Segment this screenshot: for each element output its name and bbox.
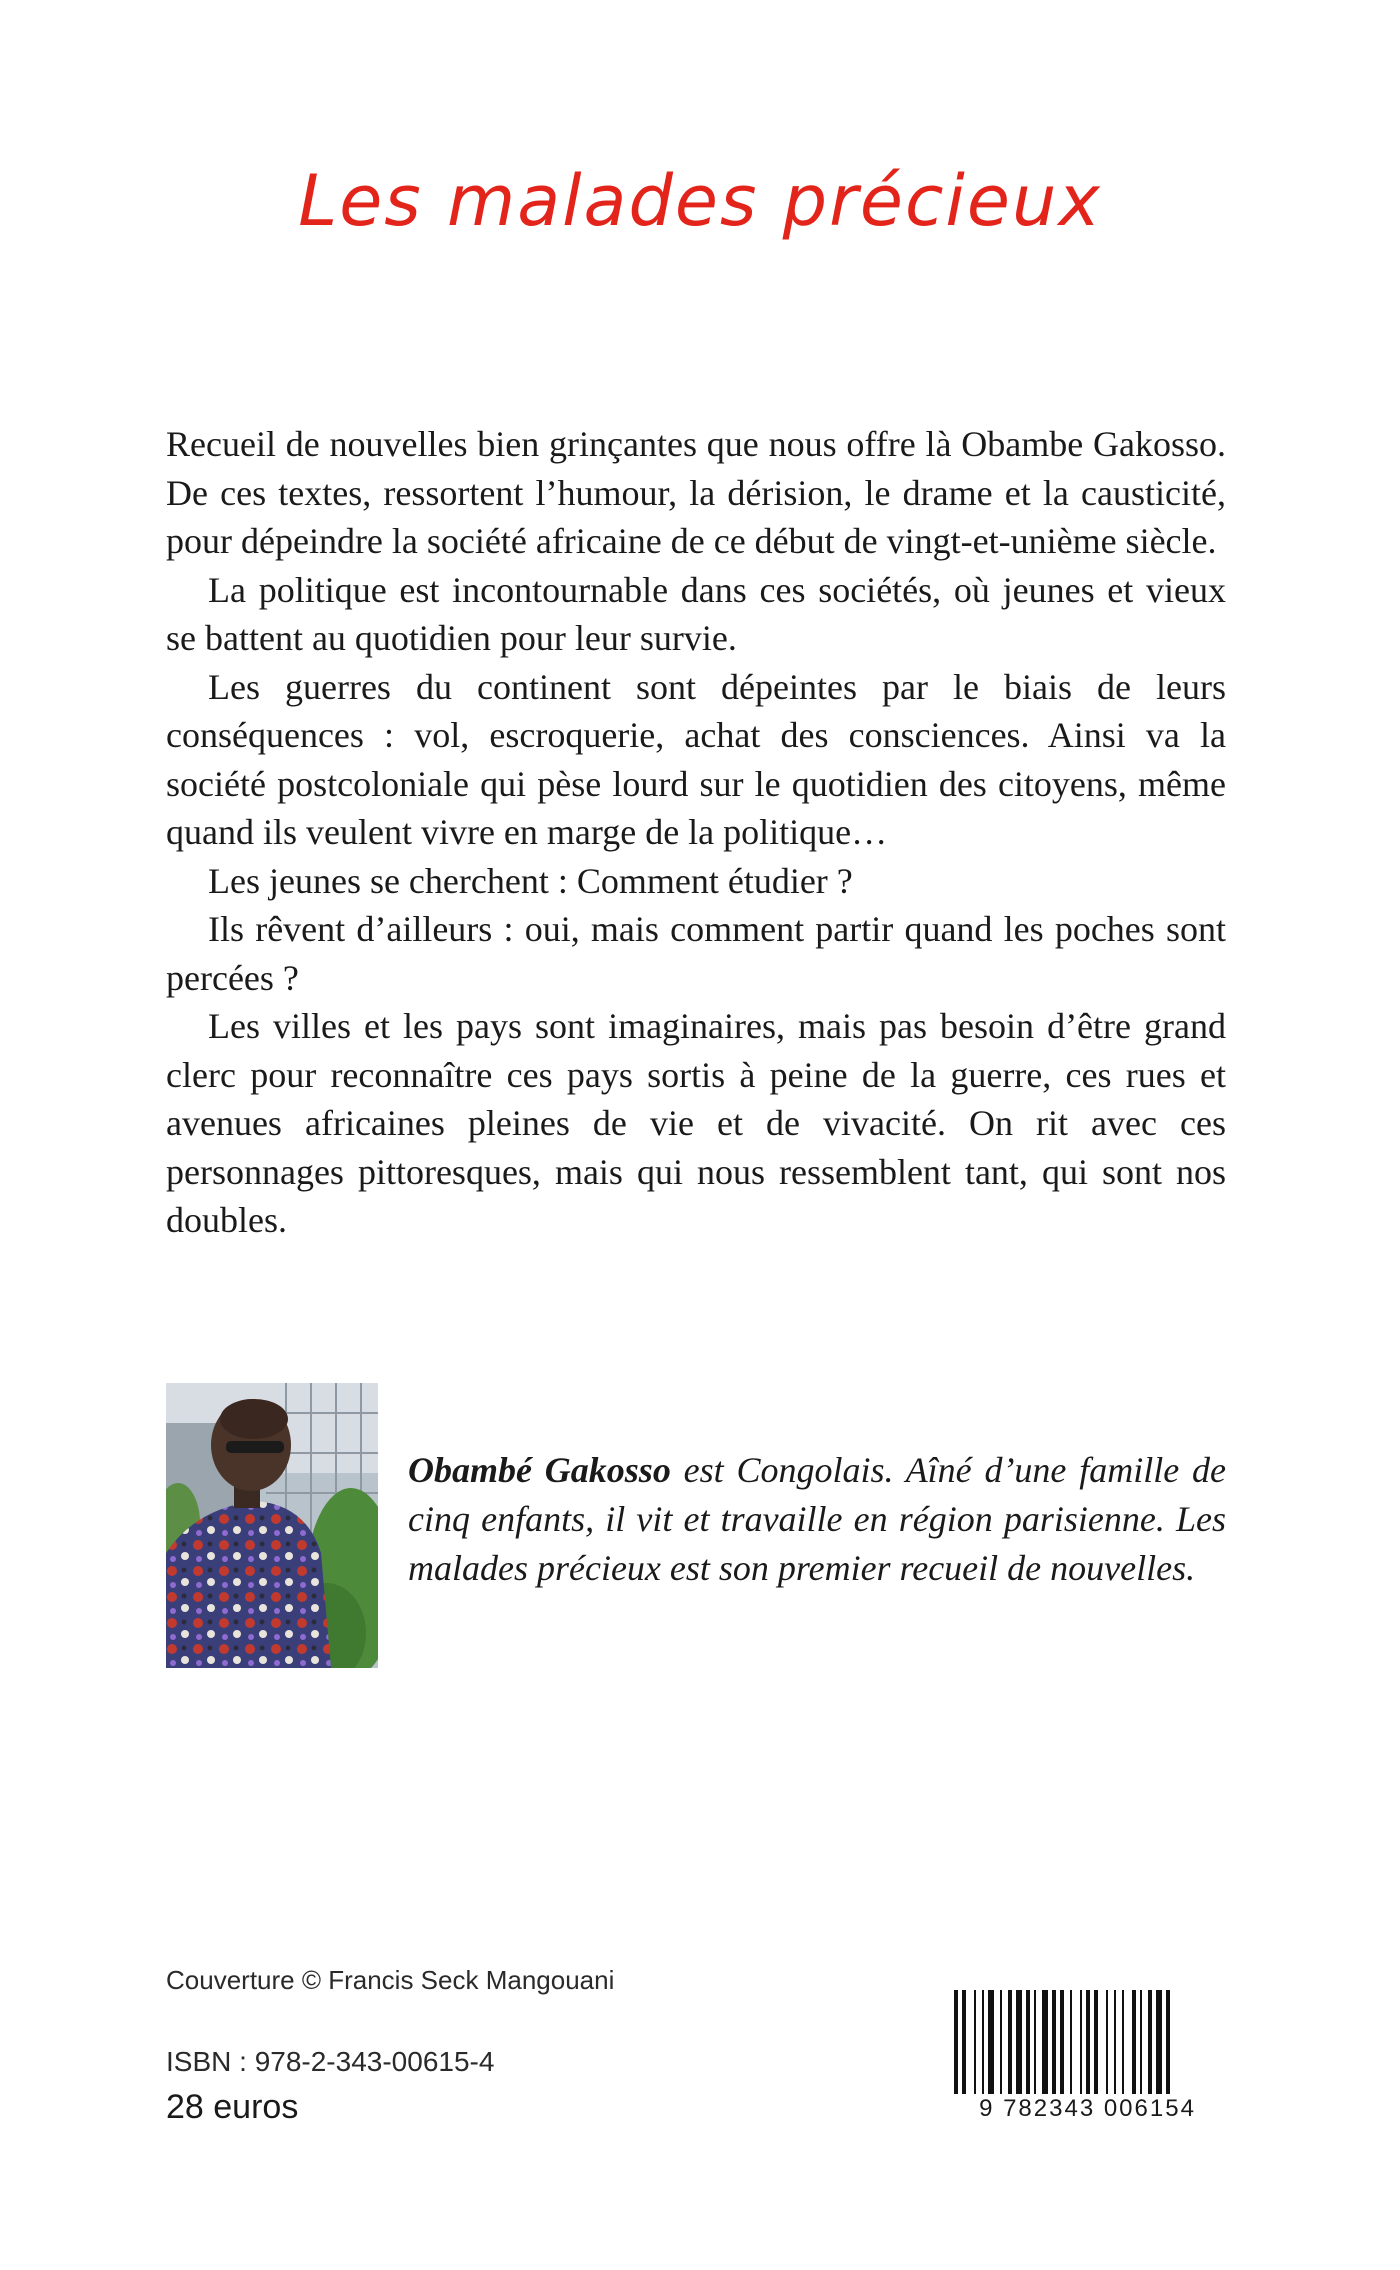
blurb-paragraph: Les guerres du continent sont dépeintes par le biais de leurs conséquences : vol, escroquerie, achat des consciences. Ainsi va la société postcoloniale qui pèse lourd sur le quotidien des citoyens, même quand ils veulent vivre en marge de la politique…: [166, 666, 1226, 852]
cover-credit: Couverture © Francis Seck Mangouani: [166, 1965, 615, 1995]
barcode-digits: 9 782343 006154: [950, 2094, 1225, 2124]
price: 28 euros: [166, 2088, 299, 2126]
blurb-paragraph: Ils rêvent d’ailleurs : oui, mais comment partir quand les poches sont percées ?: [166, 909, 1226, 998]
book-title: Les malades précieux: [298, 160, 1102, 242]
blurb-paragraph: Les jeunes se cherchent : Comment étudier ?: [208, 860, 853, 901]
author-bio-text: est Congolais. Aîné d’une famille de cinq enfants, il vit et travaille en région parisienne. Les malades précieux est son premier recueil de nouvelles.: [408, 1450, 1227, 1588]
blurb-paragraph: Les villes et les pays sont imaginaires, mais pas besoin d’être grand clerc pour reconnaître ces pays sortis à peine de la guerre, ces rues et avenues africaines pleines de vie et de vivacité. On rit avec ces personnages pittoresques, mais qui nous ressemblent tant, qui sont nos doubles.: [166, 1006, 1226, 1240]
blurb-text: [166, 420, 1226, 1245]
blurb-paragraph: Recueil de nouvelles bien grinçantes que nous offre là Obambe Gakosso. De ces textes, ressortent l’humour, la dérision, le drame et la causticité, pour dépeindre la société africaine de ce début de vingt-et-unième siècle.: [166, 424, 1226, 561]
author-photo: [166, 1383, 378, 1668]
author-name: Obambé Gakosso: [408, 1450, 671, 1490]
isbn: ISBN : 978-2-343-00615-4: [166, 2046, 495, 2077]
author-bio: [408, 1446, 1226, 1593]
blurb-paragraph: La politique est incontournable dans ces sociétés, où jeunes et vieux se battent au quotidien pour leur survie.: [166, 569, 1226, 658]
